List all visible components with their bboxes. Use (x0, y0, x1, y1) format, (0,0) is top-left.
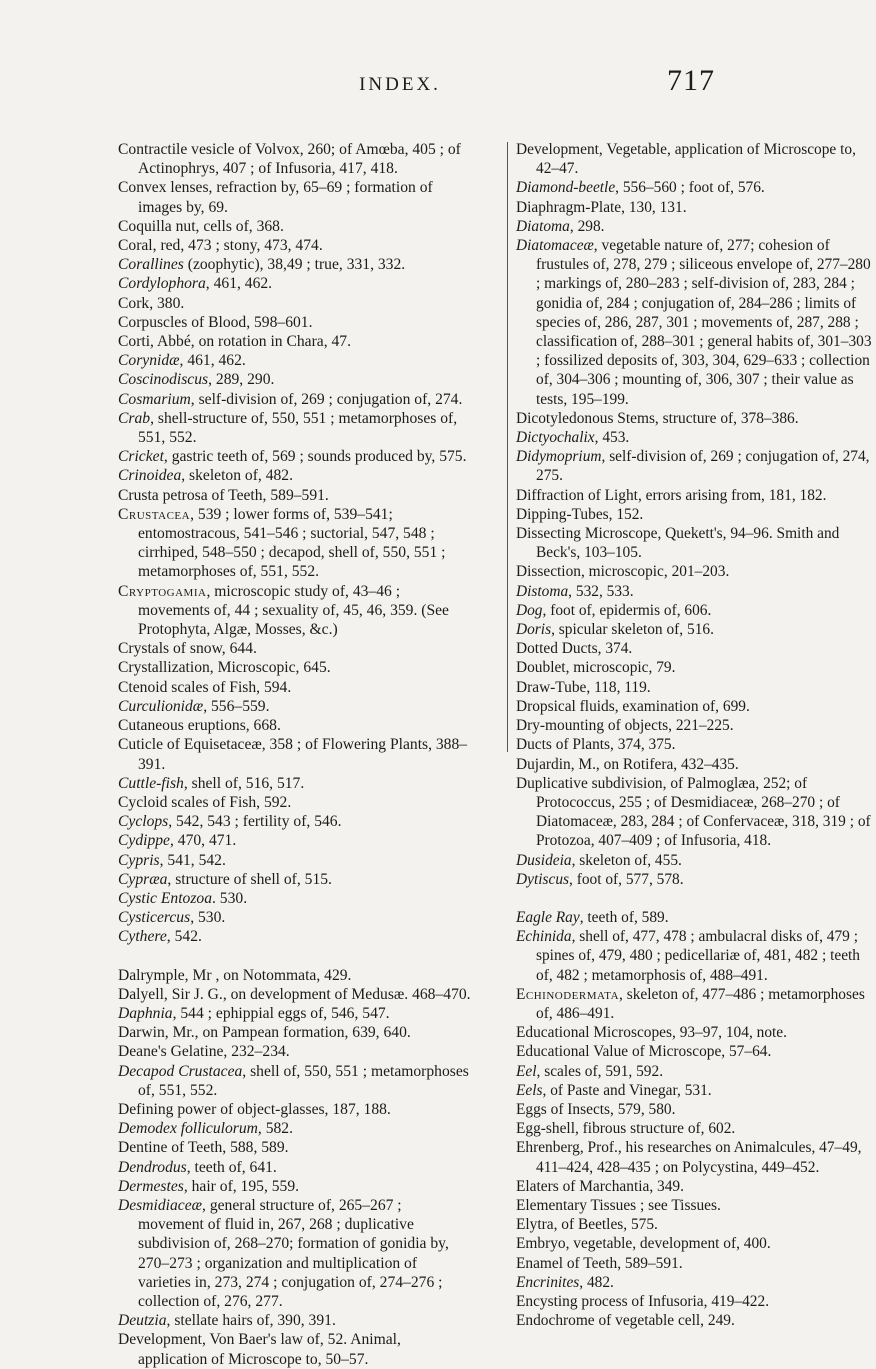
index-text: Endochrome of vegetable cell, 249. (516, 1312, 735, 1330)
index-term: Cysticercus (118, 909, 191, 927)
letter-section-gap (118, 947, 471, 966)
index-entry (516, 524, 876, 562)
index-entry (118, 255, 471, 274)
index-entry (516, 697, 876, 716)
index-text: Duplicative subdivision, of Palmoglæa, 252; of Protococcus, 255 ; of Desmidiaceæ, 268–270 ; of Diatomaceæ, 283, 284 ; of Confervaceæ, 318, 319 ; of Protozoa, 407–409 ; of Infusoria, 418. (516, 774, 871, 850)
index-text: , foot of, epidermis of, 606. (542, 601, 712, 619)
index-term: Cordylophora (118, 275, 206, 293)
index-text: , skeleton of, 477–486 ; metamorphoses of, 486–491. (536, 985, 865, 1022)
index-term: Eel (516, 1062, 537, 1080)
index-entry (516, 1138, 876, 1176)
index-entry (516, 870, 876, 889)
right-column (516, 140, 876, 1330)
index-text: Elaters of Marchantia, 349. (516, 1177, 684, 1195)
index-entry (516, 486, 876, 505)
index-text: , hair of, 195, 559. (183, 1177, 300, 1195)
index-text: , scales of, 591, 592. (536, 1062, 664, 1080)
index-term: Distoma (516, 582, 569, 600)
index-entry (516, 908, 876, 927)
index-entry (118, 985, 471, 1004)
page-header (0, 62, 800, 102)
index-text: , 461, 462. (205, 275, 273, 293)
index-entry (516, 1234, 876, 1253)
index-text: Corpuscles of Blood, 598–601. (118, 313, 313, 331)
index-entry (516, 140, 876, 178)
index-text: , 556–560 ; foot of, 576. (615, 179, 765, 197)
index-term: Diatoma (516, 217, 570, 235)
index-entry (118, 678, 471, 697)
index-entry (118, 1311, 471, 1330)
index-text: , structure of shell of, 515. (167, 870, 332, 888)
index-text: , skeleton of, 482. (181, 467, 293, 485)
index-text: Convex lenses, refraction by, 65–69 ; formation of images by, 69. (118, 179, 433, 216)
index-entry (516, 658, 876, 677)
index-entry (118, 1330, 471, 1368)
index-text: Elementary Tissues ; see Tissues. (516, 1196, 721, 1214)
index-entry (118, 370, 471, 389)
index-term: Dytiscus (516, 870, 570, 888)
index-entry (516, 716, 876, 735)
index-term: Cystic Entozoa (118, 889, 212, 907)
index-entry (118, 1042, 471, 1061)
index-entry (118, 639, 471, 658)
index-text: , 482. (579, 1273, 614, 1291)
column-divider (507, 142, 508, 752)
page-number: 717 (667, 64, 715, 97)
index-entry (118, 812, 471, 831)
index-text: Dotted Ducts, 374. (516, 640, 633, 658)
index-term: Coscinodiscus (118, 371, 209, 389)
index-term: Demodex folliculorum (118, 1120, 258, 1138)
index-entry (118, 390, 471, 409)
index-term: Encrinites (516, 1273, 580, 1291)
index-term: Cypræa (118, 870, 168, 888)
index-term: Crab (118, 409, 151, 427)
index-entry (516, 198, 876, 217)
left-column (118, 140, 471, 1369)
index-text: , teeth of, 641. (186, 1158, 277, 1176)
index-entry (118, 1062, 471, 1100)
index-entry (118, 793, 471, 812)
index-text: , gastric teeth of, 569 ; sounds produced by, 575. (163, 448, 467, 466)
index-entry (118, 294, 471, 313)
index-entry (118, 466, 471, 485)
index-text: Crystallization, Microscopic, 645. (118, 659, 331, 677)
index-term: Deutzia (118, 1312, 167, 1330)
index-text: Dipping-Tubes, 152. (516, 505, 644, 523)
index-text: (zoophytic), 38,49 ; true, 331, 332. (183, 256, 406, 274)
index-entry (516, 927, 876, 985)
index-text: , self-division of, 269 ; conjugation of, 274, 275. (536, 448, 870, 485)
index-entry (516, 774, 876, 851)
index-text: Educational Microscopes, 93–97, 104, note. (516, 1024, 787, 1042)
index-text: , stellate hairs of, 390, 391. (166, 1312, 336, 1330)
index-text: , 530. (190, 909, 226, 927)
index-text: , 461, 462. (179, 352, 246, 370)
letter-section-gap (516, 889, 876, 908)
index-term: Crinoidea (118, 467, 182, 485)
index-entry (118, 966, 471, 985)
index-term: Desmidiaceæ (118, 1196, 203, 1214)
index-term: Diatomaceæ (516, 237, 594, 255)
index-text: , 582. (257, 1120, 293, 1138)
index-text: Elytra, of Beetles, 575. (516, 1216, 658, 1234)
index-text: Deane's Gelatine, 232–234. (118, 1043, 290, 1061)
index-term: Corallines (118, 256, 184, 274)
index-term: Cyclops (118, 813, 169, 831)
index-text: Darwin, Mr., on Pampean formation, 639, 640. (118, 1024, 411, 1042)
index-entry (516, 678, 876, 697)
index-entry (118, 332, 471, 351)
index-term: Cricket (118, 448, 164, 466)
index-term: Cosmarium (118, 390, 191, 408)
index-term: Cydippe (118, 832, 170, 850)
index-entry (118, 831, 471, 850)
index-term: Decapod Crustacea (118, 1062, 243, 1080)
index-entry (118, 1023, 471, 1042)
index-text: , 539 ; lower forms of, 539–541; entomostracous, 541–546 ; suctorial, 547, 548 ; cirrhiped, 548–550 ; decapod, shell of, 550, 551 ; metamorphoses of, 551, 552. (138, 505, 446, 581)
index-text: , 532, 533. (568, 582, 634, 600)
index-entry (516, 1215, 876, 1234)
index-text: Dicotyledonous Stems, structure of, 378–386. (516, 409, 799, 427)
index-term: Dermestes (118, 1177, 184, 1195)
index-text: Dissection, microscopic, 201–203. (516, 563, 730, 581)
index-entry (516, 755, 876, 774)
index-term: Cythere (118, 928, 167, 946)
index-term: Echinodermata (516, 985, 620, 1003)
index-text: Dentine of Teeth, 588, 589. (118, 1139, 289, 1157)
index-entry (516, 620, 876, 639)
index-text: , 298. (569, 217, 605, 235)
index-text: , vegetable nature of, 277; cohesion of frustules of, 278, 279 ; siliceous envelope of, 277–280 ; markings of, 280–283 ; self-division of, 283, 284 ; gonidia of, 284 ; conjugation of, 284–286 ; limits of species of, 286, 287, 301 ; movements of, 287, 288 ; classification of, 288–301 ; general habits of, 301–303 ; fossilized deposits of, 303, 304, 629–633 ; collection of, 304–306 ; mounting of, 306, 307 ; their value as tests, 195–199. (536, 237, 872, 408)
index-text: , of Paste and Vinegar, 531. (542, 1081, 712, 1099)
index-term: Diamond-beetle (516, 179, 616, 197)
index-text: , 541, 542. (159, 851, 226, 869)
index-entry (516, 1100, 876, 1119)
index-entry (118, 178, 471, 216)
index-term: Cuttle-fish (118, 774, 184, 792)
index-entry (118, 1196, 471, 1311)
index-term: Dog (516, 601, 543, 619)
index-entry (516, 409, 876, 428)
index-entry (516, 639, 876, 658)
index-text: , skeleton of, 455. (571, 851, 682, 869)
index-entry (118, 1138, 471, 1157)
index-entry (516, 985, 876, 1023)
index-text: , self-division of, 269 ; conjugation of, 274. (190, 390, 463, 408)
index-text: Cuticle of Equisetaceæ, 358 ; of Flowering Plants, 388–391. (118, 736, 468, 773)
index-entry (118, 1100, 471, 1119)
index-text: , teeth of, 589. (579, 908, 669, 926)
index-term: Crustacea (118, 505, 191, 523)
index-entry (516, 236, 876, 409)
index-text: Corti, Abbé, on rotation in Chara, 47. (118, 333, 352, 351)
index-text: , foot of, 577, 578. (569, 870, 684, 888)
index-text: Ducts of Plants, 374, 375. (516, 736, 676, 754)
index-entry (118, 486, 471, 505)
index-entry (118, 1177, 471, 1196)
index-text: Coral, red, 473 ; stony, 473, 474. (118, 237, 323, 255)
index-entry (118, 1004, 471, 1023)
index-entry (516, 1292, 876, 1311)
index-entry (516, 217, 876, 236)
index-entry (118, 716, 471, 735)
index-entry (118, 870, 471, 889)
index-text: Crystals of snow, 644. (118, 640, 257, 658)
index-term: Daphnia (118, 1004, 173, 1022)
index-entry (118, 217, 471, 236)
index-entry (516, 582, 876, 601)
index-term: Dendrodus (118, 1158, 187, 1176)
index-text: Development, Vegetable, application of Microscope to, 42–47. (516, 141, 856, 178)
index-entry (516, 1119, 876, 1138)
index-text: , shell-structure of, 550, 551 ; metamorphoses of, 551, 552. (138, 409, 458, 447)
index-text: , 289, 290. (208, 371, 275, 389)
index-text: , general structure of, 265–267 ; movement of fluid in, 267, 268 ; duplicative subdivision of, 268–270; formation of gonidia by, 270–273 ; organization and multiplication of varieties in, 273, 274 ; conjugation of, 274–276 ; collection of, 276, 277. (138, 1196, 449, 1310)
index-entry (118, 351, 471, 370)
index-entry (516, 1081, 876, 1100)
index-entry (118, 889, 471, 908)
index-entry (516, 1311, 876, 1330)
index-text: , 542, 543 ; fertility of, 546. (168, 813, 342, 831)
index-term: Doris (516, 621, 552, 639)
index-text: Encysting process of Infusoria, 419–422. (516, 1292, 770, 1310)
index-text: , spicular skeleton of, 516. (551, 621, 714, 639)
index-term: Dusideia (516, 851, 572, 869)
index-entry (516, 1196, 876, 1215)
index-entry (516, 447, 876, 485)
index-entry (118, 140, 471, 178)
index-text: Contractile vesicle of Volvox, 260; of Amœba, 405 ; of Actinophrys, 407 ; of Infusoria, 417, 418. (118, 141, 461, 178)
index-entry (516, 505, 876, 524)
index-text: , microscopic study of, 43–46 ; movements of, 44 ; sexuality of, 45, 46, 359. (See Protophyta, Algæ, Mosses, &c.) (138, 582, 449, 639)
index-term: Cypris (118, 851, 160, 869)
index-text: Dropsical fluids, examination of, 699. (516, 697, 750, 715)
index-entry (118, 236, 471, 255)
index-term: Eels (516, 1081, 543, 1099)
index-entry (118, 851, 471, 870)
index-entry (118, 697, 471, 716)
index-entry (118, 274, 471, 293)
index-term: Corynidæ (118, 352, 180, 370)
index-term: Dictyochalix (516, 429, 595, 447)
index-text: Educational Value of Microscope, 57–64. (516, 1043, 772, 1061)
index-term: Echinida (516, 928, 572, 946)
index-entry (118, 774, 471, 793)
index-text: , shell of, 516, 517. (183, 774, 305, 792)
index-entry (516, 601, 876, 620)
index-entry (118, 582, 471, 640)
index-entry (516, 1177, 876, 1196)
index-entry (516, 178, 876, 197)
index-text: Crusta petrosa of Teeth, 589–591. (118, 486, 329, 504)
index-text: Defining power of object-glasses, 187, 188. (118, 1100, 391, 1118)
index-entry (516, 1023, 876, 1042)
index-entry (118, 409, 471, 447)
index-text: Dissecting Microscope, Quekett's, 94–96. Smith and Beck's, 103–105. (516, 525, 840, 562)
index-term: Curculionidæ (118, 697, 204, 715)
index-term: Eagle Ray (516, 908, 580, 926)
index-text: Dujardin, M., on Rotifera, 432–435. (516, 755, 739, 773)
index-entry (118, 1119, 471, 1138)
index-entry (516, 735, 876, 754)
index-entry (118, 927, 471, 946)
index-text: Eggs of Insects, 579, 580. (516, 1100, 676, 1118)
index-entry (516, 1042, 876, 1061)
index-entry (118, 505, 471, 582)
index-title: INDEX. (359, 74, 441, 95)
index-entry (516, 1273, 876, 1292)
index-text: Development, Von Baer's law of, 52. Animal, application of Microscope to, 50–57. (118, 1331, 401, 1368)
index-text: , 544 ; ephippial eggs of, 546, 547. (172, 1004, 390, 1022)
index-entry (516, 428, 876, 447)
index-term: Cryptogamia (118, 582, 207, 600)
index-text: Coquilla nut, cells of, 368. (118, 217, 284, 235)
index-text: Cycloid scales of Fish, 592. (118, 793, 292, 811)
index-text: Cork, 380. (118, 294, 185, 312)
index-text: Cutaneous eruptions, 668. (118, 717, 281, 735)
index-text: , 470, 471. (169, 832, 237, 850)
index-text: , shell of, 550, 551 ; metamorphoses of, 551, 552. (138, 1062, 469, 1099)
index-text: Diaphragm-Plate, 130, 131. (516, 198, 687, 216)
index-entry (118, 1158, 471, 1177)
index-entry (118, 313, 471, 332)
index-text: Diffraction of Light, errors arising from, 181, 182. (516, 486, 827, 504)
index-entry (118, 447, 471, 466)
index-entry (516, 1254, 876, 1273)
index-entry (516, 1062, 876, 1081)
index-entry (118, 735, 471, 773)
index-entry (516, 851, 876, 870)
index-text: Embryo, vegetable, development of, 400. (516, 1235, 771, 1253)
index-text: Doublet, microscopic, 79. (516, 659, 676, 677)
index-entry (118, 908, 471, 927)
index-term: Didymoprium (516, 448, 602, 466)
index-text: . 530. (212, 889, 248, 907)
index-text: , 556–559. (203, 697, 270, 715)
index-text: , 542. (166, 928, 202, 946)
index-text: Ctenoid scales of Fish, 594. (118, 678, 292, 696)
index-entry (118, 658, 471, 677)
index-text: Enamel of Teeth, 589–591. (516, 1254, 683, 1272)
index-text: Dry-mounting of objects, 221–225. (516, 717, 734, 735)
index-text: Dalyell, Sir J. G., on development of Medusæ. 468–470. (118, 985, 471, 1003)
index-text: , 453. (594, 429, 630, 447)
index-text: , shell of, 477, 478 ; ambulacral disks of, 479 ; spines of, 479, 480 ; pedicellariæ of, 481, 482 ; teeth of, 482 ; metamorphosis of, 488–491. (536, 928, 860, 984)
index-text: Egg-shell, fibrous structure of, 602. (516, 1120, 736, 1138)
index-entry (516, 562, 876, 581)
index-text: Dalrymple, Mr , on Notommata, 429. (118, 966, 352, 984)
index-text: Draw-Tube, 118, 119. (516, 678, 651, 696)
index-text: Ehrenberg, Prof., his researches on Animalcules, 47–49, 411–424, 428–435 ; on Polycystina, 449–452. (516, 1139, 862, 1176)
